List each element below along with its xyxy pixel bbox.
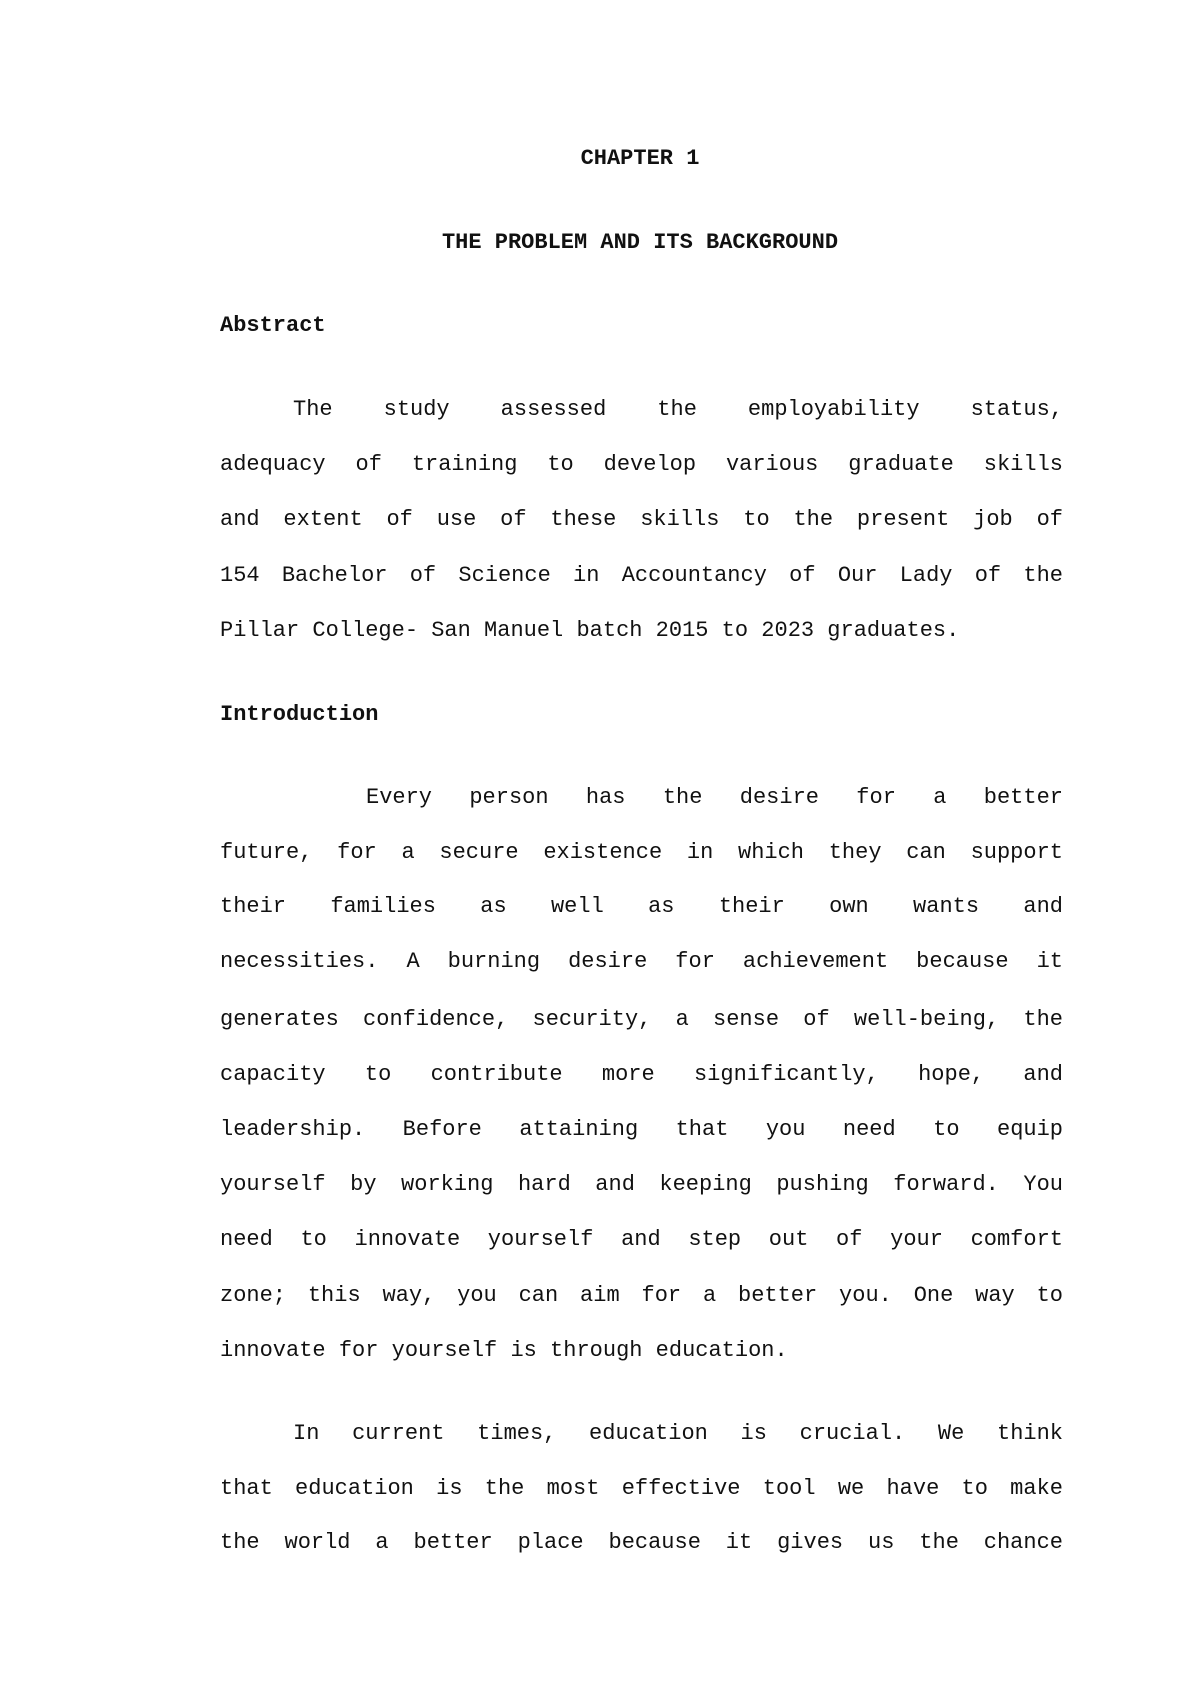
abstract-heading: Abstract — [220, 313, 326, 338]
paragraph-line: that education is the most effective tool we have to make — [220, 1476, 1063, 1501]
paragraph-line: and extent of use of these skills to the present job of — [220, 507, 1063, 532]
paragraph-line: capacity to contribute more significantly, hope, and — [220, 1062, 1063, 1087]
paragraph-line: Pillar College- San Manuel batch 2015 to 2023 graduates. — [220, 618, 960, 643]
paragraph-line: The study assessed the employability status, — [293, 397, 1063, 422]
paragraph-line: the world a better place because it gives us the chance — [220, 1530, 1063, 1555]
paragraph-line: leadership. Before attaining that you need to equip — [220, 1117, 1063, 1142]
paragraph-line: Every person has the desire for a better — [366, 785, 1063, 810]
paragraph-line: innovate for yourself is through education. — [220, 1338, 788, 1363]
paragraph-line: 154 Bachelor of Science in Accountancy of Our Lady of the — [220, 563, 1063, 588]
paragraph-line: In current times, education is crucial. We think — [293, 1421, 1063, 1446]
chapter-number-heading: CHAPTER 1 — [580, 146, 700, 171]
paragraph-line: future, for a secure existence in which they can support — [220, 840, 1063, 865]
chapter-title-heading: THE PROBLEM AND ITS BACKGROUND — [441, 230, 839, 255]
paragraph-line: yourself by working hard and keeping pushing forward. You — [220, 1172, 1063, 1197]
paragraph-line: zone; this way, you can aim for a better you. One way to — [220, 1283, 1063, 1308]
paragraph-line: their families as well as their own wants and — [220, 894, 1063, 919]
paragraph-line: necessities. A burning desire for achievement because it — [220, 949, 1063, 974]
paragraph-line: adequacy of training to develop various graduate skills — [220, 452, 1063, 477]
paragraph-line: generates confidence, security, a sense of well-being, the — [220, 1007, 1063, 1032]
paragraph-line: need to innovate yourself and step out of your comfort — [220, 1227, 1063, 1252]
introduction-heading: Introduction — [220, 702, 379, 727]
